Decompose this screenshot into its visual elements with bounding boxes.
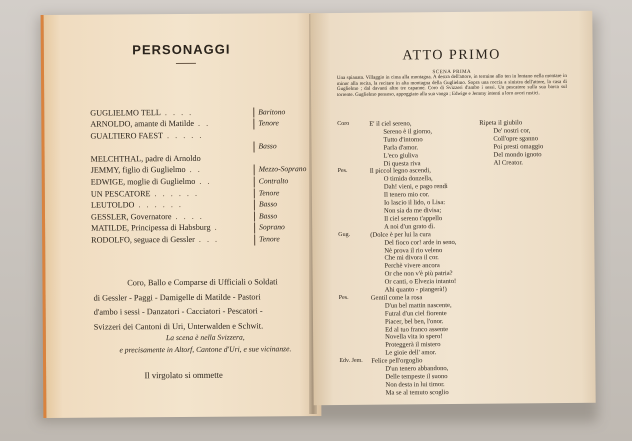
right-page	[310, 11, 595, 405]
cast-name: MELCHTHAL, padre di Arnoldo	[90, 153, 201, 164]
cast-name: GESSLER, Governatore	[90, 211, 172, 222]
cast-row	[90, 106, 312, 119]
cast-dots: . .	[199, 176, 212, 186]
cast-voice: Tenore	[254, 234, 313, 245]
cast-name: UN PESCATORE	[90, 188, 151, 199]
cast-voice: Basso	[254, 211, 313, 222]
verse-left: Novella vita io spero!	[385, 333, 443, 342]
cast-row	[91, 210, 313, 223]
cast-voice: Soprano	[254, 223, 313, 234]
verse-right: Del mondo ignoto	[493, 150, 542, 159]
title-rule	[176, 63, 196, 64]
chorus-line: d'ambo i sessi - Danzatori - Cacciatori - Pescatori -	[93, 306, 263, 317]
cast-row	[91, 222, 313, 235]
speaker-label: Edv. Jem.	[339, 357, 363, 365]
verse-right: Coll'opre sganno	[493, 135, 539, 143]
verse-left: Ed al tuo franco assente	[385, 325, 449, 334]
verse-left: Il tenero mio cor.	[383, 191, 430, 199]
cast-dots: .	[214, 223, 219, 233]
verse-left: Or che non v'è più patria?	[384, 270, 453, 278]
omit-note: Il virgolato si ommette	[144, 369, 223, 381]
left-page	[41, 13, 322, 418]
libretto-line	[340, 388, 576, 398]
cast-name: JEMMY, figlio di Guglielmo	[90, 165, 186, 176]
cast-dots: . . . . .	[166, 130, 204, 140]
chorus-line: Svizzeri dei Cantoni di Uri, Unterwalden e Schwit.	[93, 320, 264, 332]
verse-left: Or canti, o Elvezia intanto!	[384, 278, 457, 286]
verse-left: Il piccol legno ascendi,	[369, 167, 431, 176]
cast-name: RODOLFO, seguace di Gessler	[91, 234, 195, 245]
verse-left: Non sia da me divisa;	[383, 207, 442, 215]
speaker-label: Gug.	[338, 231, 351, 238]
verse-left: Piacer, bel ben, l'onor.	[384, 317, 444, 326]
verse-right: De' nostri cor,	[493, 127, 531, 135]
speaker-label: Pes.	[338, 294, 349, 301]
libretto-text	[337, 119, 575, 398]
verse-left: O timida donzella,	[383, 175, 433, 183]
verse-left: D'un tenero abbandono,	[385, 365, 449, 373]
cast-name: MATILDE, Principessa di Habsburg	[91, 223, 211, 234]
verse-left: Del fioco cor! arde in seno,	[384, 238, 457, 247]
verse-left: Io lascio il lido, o Lisa:	[383, 199, 446, 207]
verse-left: (Dolce è per lui la cura	[370, 230, 431, 239]
cast-row	[91, 187, 313, 200]
verse-right	[496, 388, 576, 397]
verse-left: Ma se al temuto scoglio	[385, 388, 449, 397]
verse-left: Le gioie dell' amor.	[385, 349, 437, 357]
verse-left: Che mi divora il cor.	[384, 254, 439, 263]
verse-left: L'eco giuliva	[383, 151, 418, 160]
cast-dots: . . . . . .	[138, 200, 183, 210]
cast-row	[91, 176, 313, 189]
cast-name: LEUTOLDO	[90, 200, 135, 210]
cast-dots: . . . . . .	[154, 188, 200, 198]
cast-dots: . . . .	[175, 211, 204, 221]
cast-dots: . . . .	[164, 107, 194, 117]
cast-voice: Mezzo-Soprano	[254, 165, 313, 176]
verse-left: Nè prova il rio veleno	[384, 246, 443, 255]
verse-left: Sereno è il giorno,	[383, 128, 433, 136]
verse-left: Gentil come la rosa	[370, 294, 423, 302]
verse-right: Poi presti omaggio	[493, 142, 544, 151]
cast-name: GUALTIERO FAEST	[90, 130, 164, 141]
cast-name: GUGLIELMO TELL	[90, 107, 161, 118]
verse-right: Ripeta il giubilo	[479, 119, 523, 127]
speaker-label: Coro	[337, 120, 350, 128]
verse-left: Perchè vivere ancora	[384, 262, 440, 270]
cast-name: ARNOLDO, amante di Matilde	[90, 119, 195, 129]
verse-left: Ahi quanto - piangerà!)	[384, 286, 447, 294]
cast-row	[90, 118, 312, 131]
cast-voice: Basso	[254, 199, 313, 210]
act-title: ATTO PRIMO	[402, 47, 501, 64]
scene-title: SCENA PRIMA	[432, 69, 472, 76]
stage-directions: Una spianata. Villaggio in cima alla montagna. A destra dell'attore, in termine allo ten in lontano nella montare in minor alla recita, la recitare in alta montagna della Guglielmo. Sopra una roccia a sinistra dell'attore, la casa di Guglielmo ; dal davanti altre tre capanne. Coro di Svizzeri d'ambo i sessi. Un pescatore sulla sua barca sul torrente. Guglielmo pensoso, appoggiato alla sua vanga ; Edwige e Jemmy intenti a loro avori rustici.	[336, 74, 567, 98]
cast-voice: Tenore	[254, 188, 313, 199]
setting-line: La scena è nella Svizzera,	[165, 332, 245, 343]
cast-dots: . . .	[198, 234, 220, 244]
verse-left: Dah! vieni, e pago rendi	[383, 183, 448, 191]
verse-left: Non desta in lui timor.	[385, 380, 445, 389]
setting-note	[98, 331, 313, 357]
cast-title: PERSONAGGI	[132, 41, 231, 58]
cast-list	[90, 106, 313, 247]
verse-left: Felice pell'orgoglio	[371, 357, 423, 365]
cast-voice: Tenore	[253, 118, 312, 129]
cast-row	[91, 199, 313, 212]
cast-voice: Basso	[253, 141, 312, 152]
speaker-label: Pes.	[337, 168, 348, 175]
cast-row	[90, 141, 312, 154]
cast-dots: . .	[189, 165, 202, 175]
verse-left: Il ciel sereno t'appello	[384, 214, 443, 223]
speaker-label	[340, 390, 372, 398]
chorus-line: di Gessler - Paggi - Damigelle di Matilde - Pastori	[93, 291, 261, 303]
verse-left: A noi d'un grato dì.	[384, 222, 436, 231]
verse-left: Futral d'un ciel fiorente	[384, 309, 447, 318]
cast-dots	[91, 147, 254, 148]
cast-row	[91, 164, 313, 177]
cast-row	[91, 234, 313, 247]
verse-left: Parla d'amor.	[383, 144, 419, 152]
verse-left: Tutto d'intorno	[383, 136, 423, 144]
cast-dots: . .	[198, 118, 211, 128]
cast-voice: Baritono	[253, 107, 312, 118]
verse-left: Proteggerà il mistero	[385, 341, 441, 349]
chorus-description	[93, 275, 311, 335]
chorus-line: Coro, Ballo e Comparse di Ufficiali o Soldati	[127, 277, 278, 288]
verse-right: Al Creator.	[493, 158, 523, 167]
cast-name: EDWIGE, moglie di Guglielmo	[90, 176, 196, 187]
verse-left: E' il ciel sereno,	[369, 120, 412, 128]
verse-left: Di questa riva	[383, 159, 421, 168]
setting-line: e precisamente in Altorf, Cantone d'Uri, e sue vicinanze.	[119, 344, 292, 355]
verse-left: D'un bel mattin nascente,	[384, 301, 452, 310]
verse-left: Delle tempeste il suono	[385, 373, 448, 381]
cast-voice: Contralto	[254, 176, 313, 187]
